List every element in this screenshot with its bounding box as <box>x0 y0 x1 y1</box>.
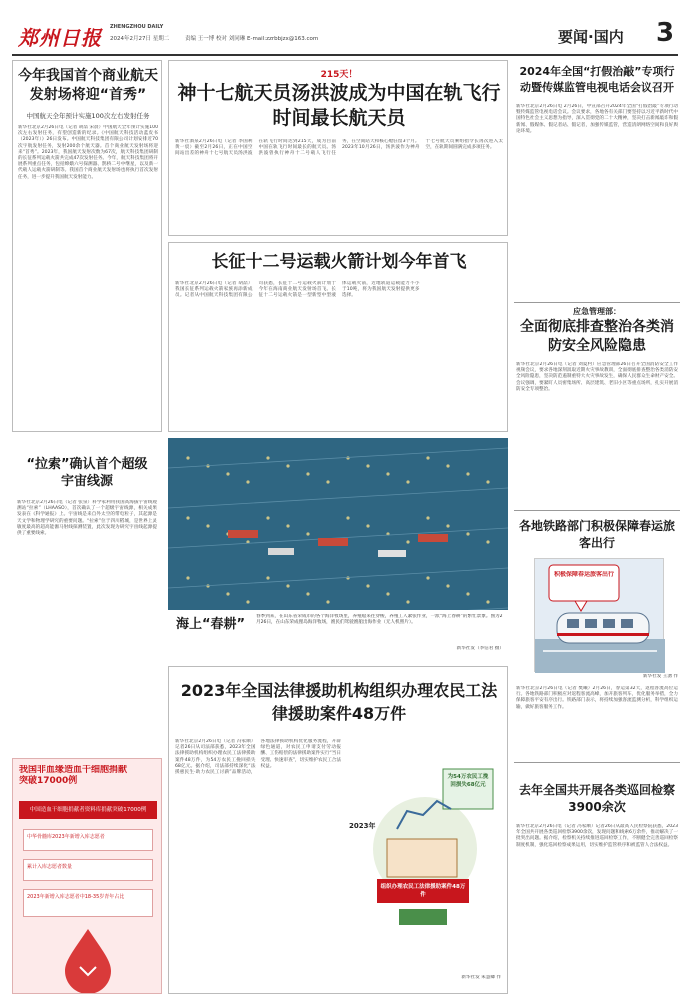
article-commercial-launch-subtitle: 中国航天全年预计实施100次左右发射任务 <box>26 112 150 120</box>
article-anti-fake-news-title: 2024年全国“打假治敲”专项行动暨传媒监管电视电话会议召开 <box>519 65 675 94</box>
article-commercial-launch-title: 今年我国首个商业航天发射场将迎“首秀” <box>18 68 158 103</box>
article-long-march-box <box>168 242 508 432</box>
article-legal-aid-box <box>168 666 508 994</box>
donation-infographic <box>12 758 162 994</box>
railway-illustration-credit: 新华社发 王湧 作 <box>642 674 678 679</box>
article-lhaaso-body: 新华社北京2月26日电（记者 张泉）科学家利用我国高海拔宇宙线观测站“拉索”（LHAASO），首次确认了一个超级宇宙线源，相关成果发表在《科学通报》上。宇宙线是来自外太空的带电粒子，其起源是天文学和物理学研究的重要问题。“拉索”位于四川稻城，是世界上灵敏度最高的超高能伽马射线探测装置，此次发现为研究宇宙线起源提供了重要线索。 <box>17 500 157 537</box>
article-anti-fake-news-body: 新华社北京2月26日电 2月26日，中宣部召开2024年全国“打假治敲”专项行动暨传媒监管电视电话会议。会议要求，各地各有关部门要坚持以习近平新时代中国特色社会主义思想为指导，深入贯彻党的二十大精神，坚决打击新闻敲诈和假新闻、假媒体、假记者站、假记者，加强传媒监管，营造清朗网络空间和良好舆论环境。 <box>516 104 678 134</box>
article-legal-aid-title: 2023年全国法律援助机构组织办理农民工法律援助案件48万件 <box>180 681 498 723</box>
article-commercial-launch-body: 新华社北京2月26日电（记者 胡喆 宋晨）中国航天全年预计实施100次左右发射任务，有望创造新的纪录。《中国航天科技活动蓝皮书（2023年）》26日发布。中国航天科技集团有限公司计划安排近70次宇航发射任务，发射200余个航天器。首个商业航天发射场将迎来“首秀”。2023年，我国航天发射次数为67次，航天科技集团研制的长征系列运载火箭共完成47次发射任务。今年，航天科技集团将开展系列重点任务，包括嫦娥六号探测器、鹊桥二号中继星，以及新一代载人运载火箭研制等。我国首个商业航天发射场也将执行首次发射任务，进一步提升我国航天发射能力。 <box>18 125 158 180</box>
legal-aid-label-2: 组织办理农民工法律援助案件48万件 <box>380 884 466 898</box>
article-astronaut-kicker: 215天！ <box>320 70 358 79</box>
article-astronaut-body: 新华社酒泉2月26日电（记者 李国利 黄一宸）截至2月26日，正在中国空间站出差的神舟十七号航天员汤洪波在轨飞行时间达到215天，成为目前中国在轨飞行时间最长的航天员。汤洪波曾执行神舟十二号载人飞行任务，在空间站天和核心舱驻留3个月。2023年10月26日，汤洪波作为神舟十七号航天员乘组指令长再次进入太空，在轨期间圆满完成多项任务。 <box>175 139 503 157</box>
article-astronaut-box <box>168 60 508 236</box>
sea-farming-credit: 新华社发（李信君 摄） <box>456 646 504 651</box>
railway-illustration-sign: 积极保障春运旅客出行 <box>553 571 614 578</box>
legal-aid-credit: 新华社发 朱慧卿 作 <box>461 975 501 980</box>
article-anti-fake-news <box>514 60 680 300</box>
article-lhaaso <box>12 436 162 754</box>
article-astronaut-title: 神十七航天员汤洪波成为中国在轨飞行时间最长航天员 <box>177 82 501 129</box>
newspaper-logo: 郑州日报 <box>18 26 102 48</box>
article-railway <box>514 514 680 760</box>
article-patrol-inspection <box>514 766 680 994</box>
donation-banner: 中国造血干细胞捐献者资料库捐献突破17000例 <box>19 801 157 819</box>
legal-aid-label-1: 为54万农民工挽回损失68亿元 <box>447 774 489 788</box>
masthead-rule <box>12 54 678 56</box>
right-column-rule-1 <box>514 302 680 303</box>
editor-line: 责编 王一博 校对 刘同琳 E-mail:zzrbbjzx@163.com <box>185 36 319 42</box>
newspaper-english-name: ZHENGZHOU DAILY <box>110 24 164 30</box>
right-column-rule-3 <box>514 762 680 763</box>
masthead <box>10 10 680 54</box>
donation-infographic-title: 我国非血缘造血干细胞捐献突破17000例 <box>19 765 128 786</box>
date-line: 2024年2月27日 星期二 <box>110 36 170 42</box>
article-long-march-title: 长征十二号运载火箭计划今年首飞 <box>211 252 467 272</box>
sea-farming-title: 海上“春耕” <box>176 617 246 632</box>
legal-aid-year: 2023年 <box>349 822 376 830</box>
donation-row-3: 2023年新增入库志愿者中18-35岁青年占比 <box>23 889 153 917</box>
article-long-march-body: 新华社北京2月26日电（记者 胡喆）我国长征系列运载火箭家族再添新成员。记者从中国航天科技集团有限公司获悉，长征十二号运载火箭计划于今年在海南商业航天发射场首飞。长征十二号运载火箭是一型新型中型液体运载火箭，近地轨道运载能力不小于10吨，将为我国航天发射提供更多选择。 <box>175 281 420 299</box>
sea-farming-photo <box>168 438 508 660</box>
article-railway-title: 各地铁路部门积极保障春运旅客出行 <box>518 519 675 550</box>
article-fire-safety-body: 新华社北京2月26日电（记者 刘夏村）应急管理部26日召开全国消防安全工作视频会议，要求各地深刻汲取近期火灾事故教训，全面彻底排查整治各类消防安全风险隐患，坚决防范遏制重特大火灾事故发生，确保人民群众生命财产安全。会议强调，要紧盯人员密集场所、高层建筑、老旧小区等重点场所，扎实开展消防安全专项整治。 <box>516 362 678 392</box>
article-patrol-inspection-title: 去年全国共开展各类巡回检察3900余次 <box>518 783 675 814</box>
blood-drop-icon <box>13 923 162 993</box>
article-legal-aid-body: 新华社北京2月26日电（记者 冯家顺）记者26日从司法部获悉，2023年全国法律援助机构组织办理农民工法律援助案件48万件，为54万农民工挽回损失68亿元。据介绍，司法部持续深化“法援惠民生·助力农民工讨薪”品牌活动，各地法律援助机构优化服务流程，开辟绿色通道，对农民工申请支付劳动报酬、工伤赔偿的法律援助案件实行“当日受理、快速审查”，切实维护农民工合法权益。 <box>175 739 341 776</box>
article-lhaaso-title: “拉索”确认首个超级宇宙线源 <box>26 457 148 489</box>
sea-farming-caption: 春季到来，在山东省荣成市的各个海洋牧场里，养殖船来往穿梭，养殖工人紧张作业，一派“海上春耕”的繁忙景象。图为2月26日，在山东荣成俚岛海洋牧场，渔民们驾驶渔船出海作业（无人机照片）。 <box>256 614 503 626</box>
article-railway-body: 新华社北京2月26日电（记者 樊曦）2月26日，春运第32天，返程客流高位运行。各地铁路部门积极应对返程客流高峰，加开旅客列车，优化服务举措，全力保障旅客平安有序出行。铁路部门表示，将持续加强客流监测分析，科学组织运输，做好旅客服务工作。 <box>516 686 678 710</box>
article-commercial-launch-box <box>12 60 162 432</box>
right-column-rule-2 <box>514 510 680 511</box>
section-name: 要闻·国内 <box>558 28 624 46</box>
article-fire-safety <box>514 304 680 510</box>
article-patrol-inspection-body: 新华社北京2月26日电（记者 冯家顺）记者26日从最高人民检察院获悉，2023年全国共开展各类巡回检察3900余次，发现问题和线索6万余件，推动解决了一批突出问题。据介绍，检察机关持续推进巡回检察工作，不断健全完善巡回检察制度机制，强化巡回检察成果运用，切实维护监管秩序和被监管人合法权益。 <box>516 824 678 848</box>
legal-aid-infographic <box>347 739 503 989</box>
railway-illustration <box>534 558 664 672</box>
article-fire-safety-kicker: 应急管理部： <box>573 307 621 316</box>
article-fire-safety-title: 全面彻底排查整治各类消防安全风险隐患 <box>520 319 674 354</box>
page-number: 3 <box>656 18 675 48</box>
donation-row-1: 中华骨髓库2023年新增入库志愿者 <box>23 829 153 851</box>
donation-row-2: 累计入库志愿者数量 <box>23 859 153 881</box>
